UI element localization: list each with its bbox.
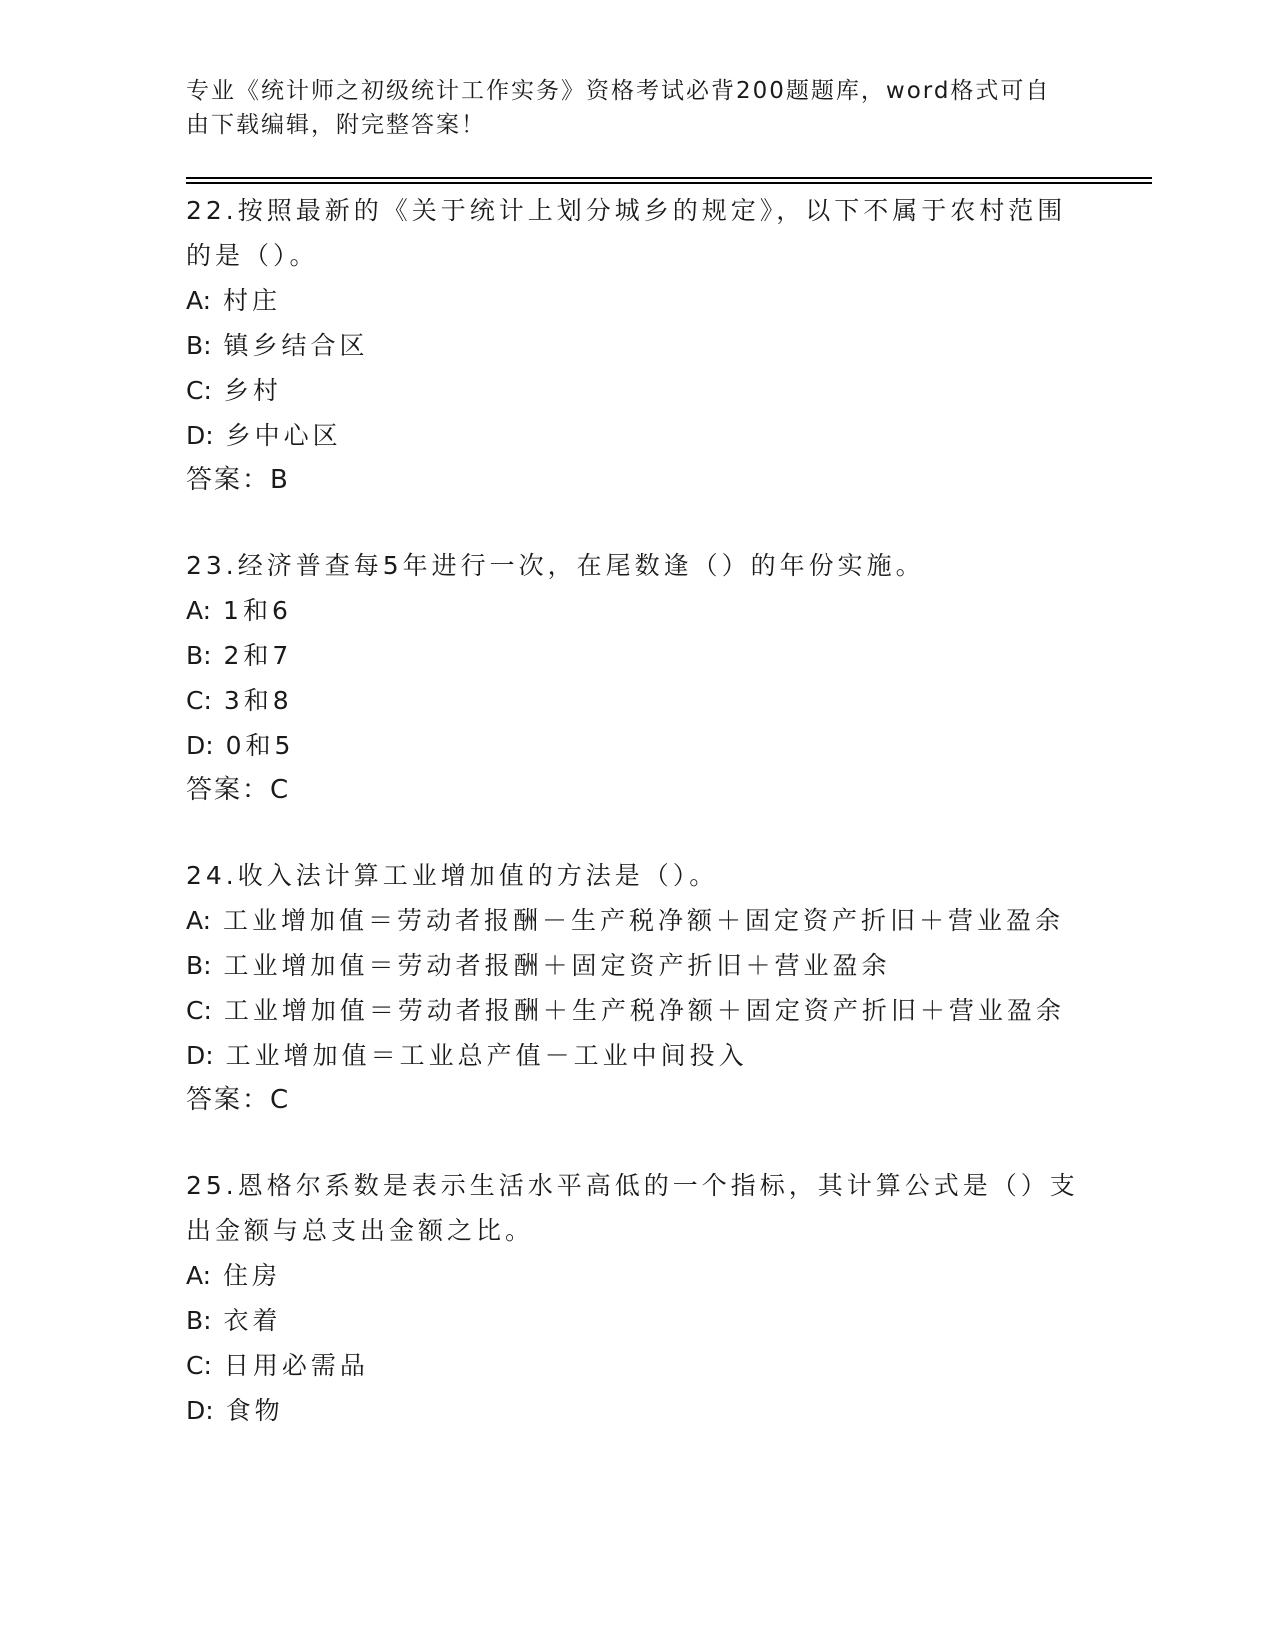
- question-stem: 24.收入法计算工业增加值的方法是（）。: [186, 861, 719, 890]
- option-text: 日用必需品: [223, 1351, 369, 1380]
- option-text: 工业增加值＝劳动者报酬＋固定资产折旧＋营业盈余: [223, 951, 891, 980]
- question-stem: 23.经济普查每5年进行一次，在尾数逢（）的年份实施。: [186, 551, 925, 580]
- option-letter: C:: [186, 686, 212, 715]
- option-c: [186, 678, 1086, 723]
- option-b: [186, 1298, 1086, 1343]
- option-letter: B:: [186, 641, 212, 670]
- option-text: 0和5: [225, 731, 295, 760]
- option-letter: C:: [186, 376, 212, 405]
- option-c: [186, 368, 1086, 413]
- option-text: 工业增加值＝劳动者报酬－生产税净额＋固定资产折旧＋营业盈余: [223, 906, 1065, 935]
- header-rule-bottom: [186, 182, 1152, 184]
- option-a: [186, 898, 1086, 943]
- option-text: 1和6: [223, 596, 292, 625]
- question-22: [186, 188, 1086, 503]
- option-text: 村庄: [223, 286, 282, 315]
- option-letter: B:: [186, 951, 212, 980]
- question-24: [186, 853, 1086, 1123]
- option-letter: C:: [186, 1351, 212, 1380]
- option-text: 乡中心区: [225, 421, 342, 450]
- option-b: [186, 633, 1086, 678]
- option-a: [186, 278, 1086, 323]
- option-letter: A:: [186, 906, 212, 935]
- option-text: 衣着: [223, 1306, 282, 1335]
- option-text: 工业增加值＝劳动者报酬＋生产税净额＋固定资产折旧＋营业盈余: [223, 996, 1065, 1025]
- option-letter: A:: [186, 1261, 212, 1290]
- option-text: 镇乡结合区: [223, 331, 369, 360]
- option-text: 食物: [225, 1396, 284, 1425]
- option-text: 乡村: [223, 376, 282, 405]
- option-c: [186, 1343, 1086, 1388]
- option-letter: D:: [186, 731, 214, 760]
- document-header: 专业《统计师之初级统计工作实务》资格考试必背200题题库，word格式可自由下载编辑，附完整答案！: [186, 78, 1051, 138]
- option-text: 工业增加值＝工业总产值－工业中间投入: [225, 1041, 748, 1070]
- option-b: [186, 323, 1086, 368]
- option-letter: D:: [186, 1041, 214, 1070]
- option-d: [186, 1033, 1086, 1078]
- option-d: [186, 413, 1086, 458]
- option-letter: B:: [186, 331, 212, 360]
- option-a: [186, 588, 1086, 633]
- option-letter: B:: [186, 1306, 212, 1335]
- header-rule-top: [186, 177, 1152, 179]
- option-text: 住房: [223, 1261, 282, 1290]
- option-c: [186, 988, 1086, 1033]
- answer-line: 答案：C: [186, 775, 291, 805]
- option-text: 3和8: [223, 686, 293, 715]
- option-letter: C:: [186, 996, 212, 1025]
- question-stem: 22.按照最新的《关于统计上划分城乡的规定》，以下不属于农村范围的是（）。: [186, 196, 1067, 270]
- question-list: [186, 188, 1086, 1473]
- option-d: [186, 723, 1086, 768]
- question-stem: 25.恩格尔系数是表示生活水平高低的一个指标，其计算公式是（）支出金额与总支出金额之比。: [186, 1171, 1079, 1245]
- option-letter: D:: [186, 1396, 214, 1425]
- question-25: [186, 1163, 1086, 1433]
- option-letter: A:: [186, 286, 212, 315]
- option-letter: A:: [186, 596, 212, 625]
- option-a: [186, 1253, 1086, 1298]
- option-text: 2和7: [223, 641, 293, 670]
- answer-line: 答案：B: [186, 465, 290, 495]
- question-23: [186, 543, 1086, 813]
- option-letter: D:: [186, 421, 214, 450]
- option-d: [186, 1388, 1086, 1433]
- answer-line: 答案：C: [186, 1085, 291, 1115]
- option-b: [186, 943, 1086, 988]
